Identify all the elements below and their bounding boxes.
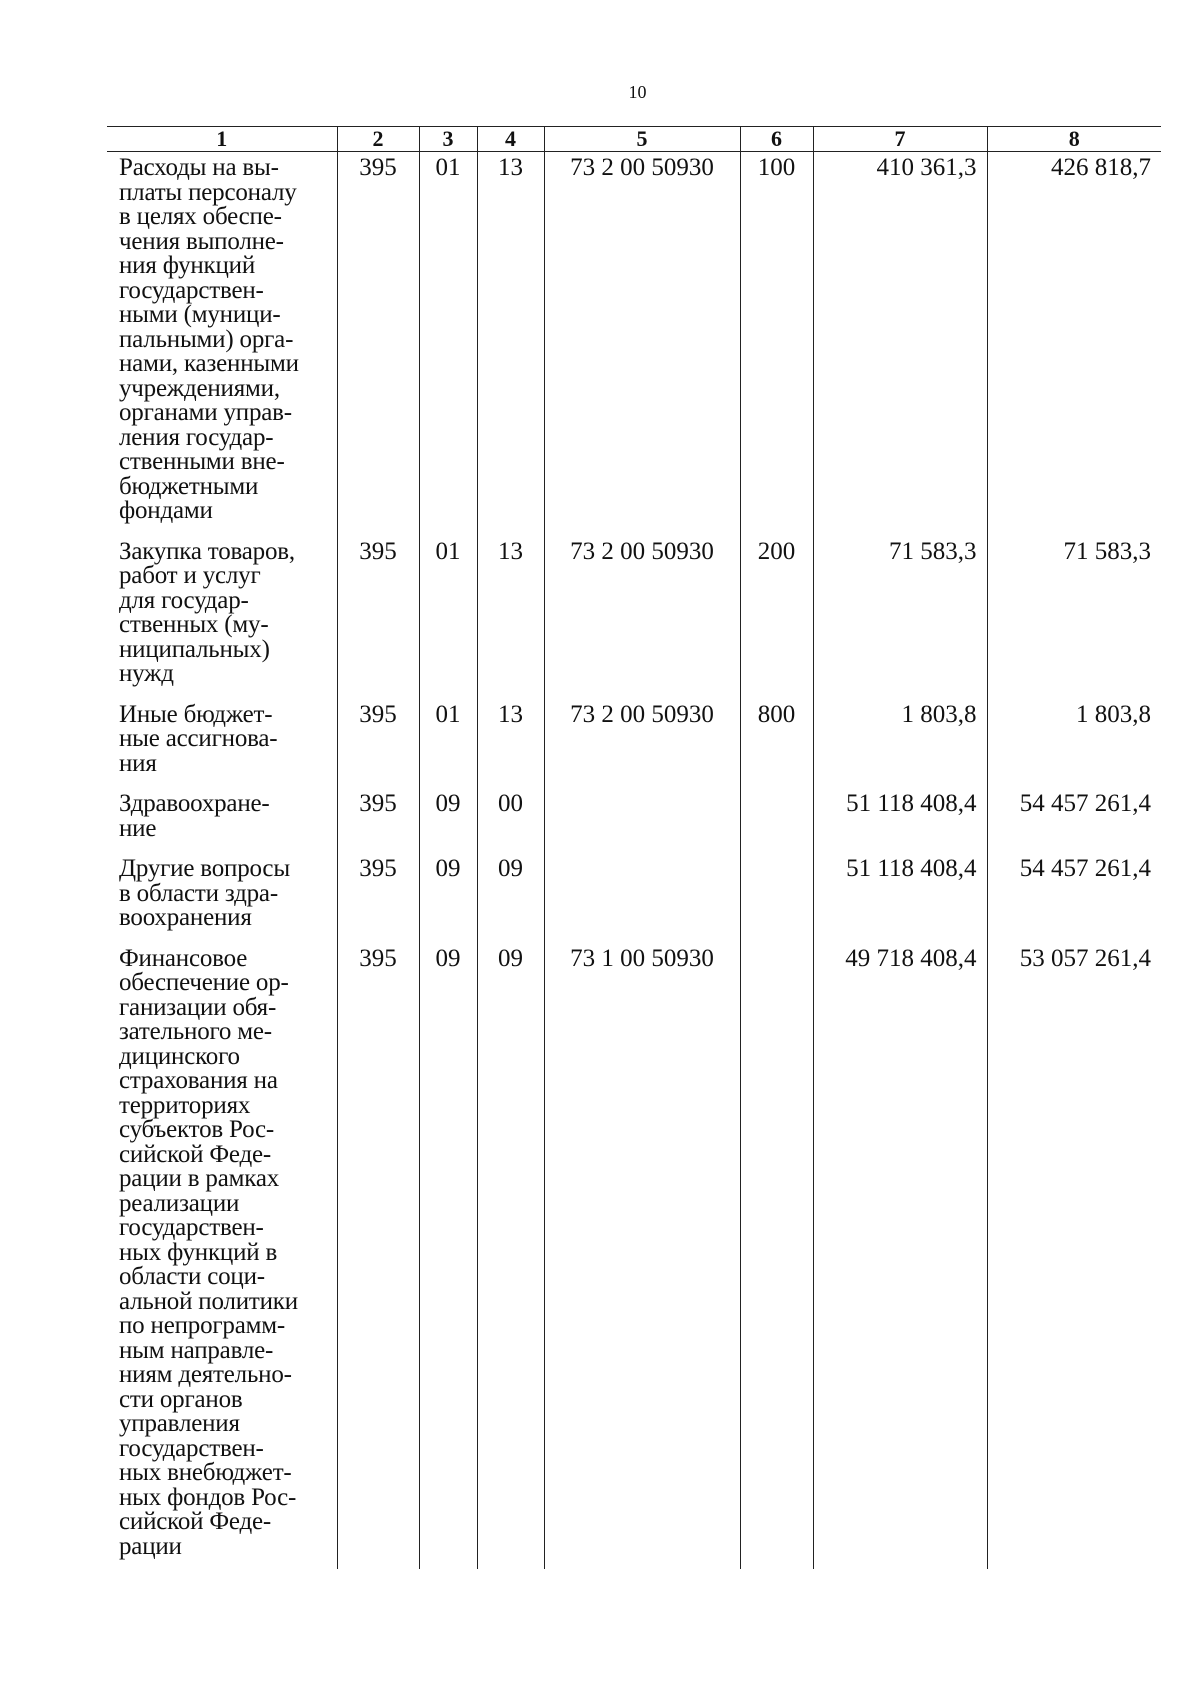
row-col-7: 51 118 408,4: [813, 788, 987, 853]
row-col-5: 73 2 00 50930: [544, 152, 740, 536]
row-col-3: 01: [419, 152, 477, 536]
row-col-3: 01: [419, 536, 477, 699]
header-col-2: 2: [337, 127, 419, 152]
row-col-4: 00: [477, 788, 544, 853]
page-number: 10: [628, 82, 647, 102]
row-col-3: 09: [419, 788, 477, 853]
row-col-7: 51 118 408,4: [813, 853, 987, 943]
header-row: [107, 127, 1161, 152]
row-col-4: 13: [477, 536, 544, 699]
budget-table: [107, 126, 1161, 1569]
row-col-3: 01: [419, 699, 477, 789]
row-col-2: 395: [337, 152, 419, 536]
row-name: Другие вопросы в области здра- воохранения: [107, 853, 337, 943]
row-col-2: 395: [337, 943, 419, 1570]
row-col-4: 13: [477, 699, 544, 789]
header-col-4: 4: [477, 127, 544, 152]
row-col-7: 71 583,3: [813, 536, 987, 699]
row-col-6: 800: [740, 699, 813, 789]
row-name: Закупка товаров, работ и услуг для государ- ственных (му- ниципальных) нужд: [107, 536, 337, 699]
row-col-7: 410 361,3: [813, 152, 987, 536]
row-col-8: 54 457 261,4: [987, 853, 1161, 943]
row-name: Здравоохране- ние: [107, 788, 337, 853]
table-header: [107, 127, 1161, 152]
row-col-4: 09: [477, 943, 544, 1570]
row-col-7: 49 718 408,4: [813, 943, 987, 1570]
row-col-7: 1 803,8: [813, 699, 987, 789]
header-col-5: 5: [544, 127, 740, 152]
row-col-5: [544, 788, 740, 853]
table-row: [107, 853, 1161, 943]
row-name: Расходы на вы- платы персоналу в целях обеспе- чения выполне- ния функций государствен- ными (муници- пальными) орга- нами, казенными учреждениями, органами управ- ления государ- ственными вне- бюджетными фондами: [107, 152, 337, 536]
header-col-7: 7: [813, 127, 987, 152]
table-body: [107, 152, 1161, 1570]
row-col-4: 09: [477, 853, 544, 943]
row-col-3: 09: [419, 853, 477, 943]
budget-table-container: [107, 126, 1161, 1569]
row-col-6: [740, 943, 813, 1570]
row-col-8: 53 057 261,4: [987, 943, 1161, 1570]
row-col-2: 395: [337, 699, 419, 789]
row-col-6: [740, 853, 813, 943]
row-col-4: 13: [477, 152, 544, 536]
row-col-5: 73 1 00 50930: [544, 943, 740, 1570]
table-row: [107, 536, 1161, 699]
table-row: [107, 152, 1161, 536]
row-col-6: 200: [740, 536, 813, 699]
row-name: Иные бюджет- ные ассигнова- ния: [107, 699, 337, 789]
row-col-5: [544, 853, 740, 943]
header-col-1: 1: [107, 127, 337, 152]
row-col-5: 73 2 00 50930: [544, 699, 740, 789]
row-col-8: 71 583,3: [987, 536, 1161, 699]
row-col-3: 09: [419, 943, 477, 1570]
header-col-3: 3: [419, 127, 477, 152]
header-col-8: 8: [987, 127, 1161, 152]
header-col-6: 6: [740, 127, 813, 152]
row-name: Финансовое обеспечение ор- ганизации обя- зательного ме- дицинского страхования на территориях субъектов Рос- сийской Феде- рации в рамках реализации государствен- ных функций в области соци- альной политики по непрограмм- ным направле- ниям деятельно- сти органов управления государствен- ных внебюджет- ных фондов Рос- сийской Феде- рации: [107, 943, 337, 1570]
table-row: [107, 943, 1161, 1570]
row-col-6: [740, 788, 813, 853]
row-col-2: 395: [337, 788, 419, 853]
row-col-6: 100: [740, 152, 813, 536]
row-col-8: 54 457 261,4: [987, 788, 1161, 853]
table-row: [107, 699, 1161, 789]
row-col-2: 395: [337, 853, 419, 943]
row-col-5: 73 2 00 50930: [544, 536, 740, 699]
row-col-8: 1 803,8: [987, 699, 1161, 789]
row-col-2: 395: [337, 536, 419, 699]
table-row: [107, 788, 1161, 853]
row-col-8: 426 818,7: [987, 152, 1161, 536]
